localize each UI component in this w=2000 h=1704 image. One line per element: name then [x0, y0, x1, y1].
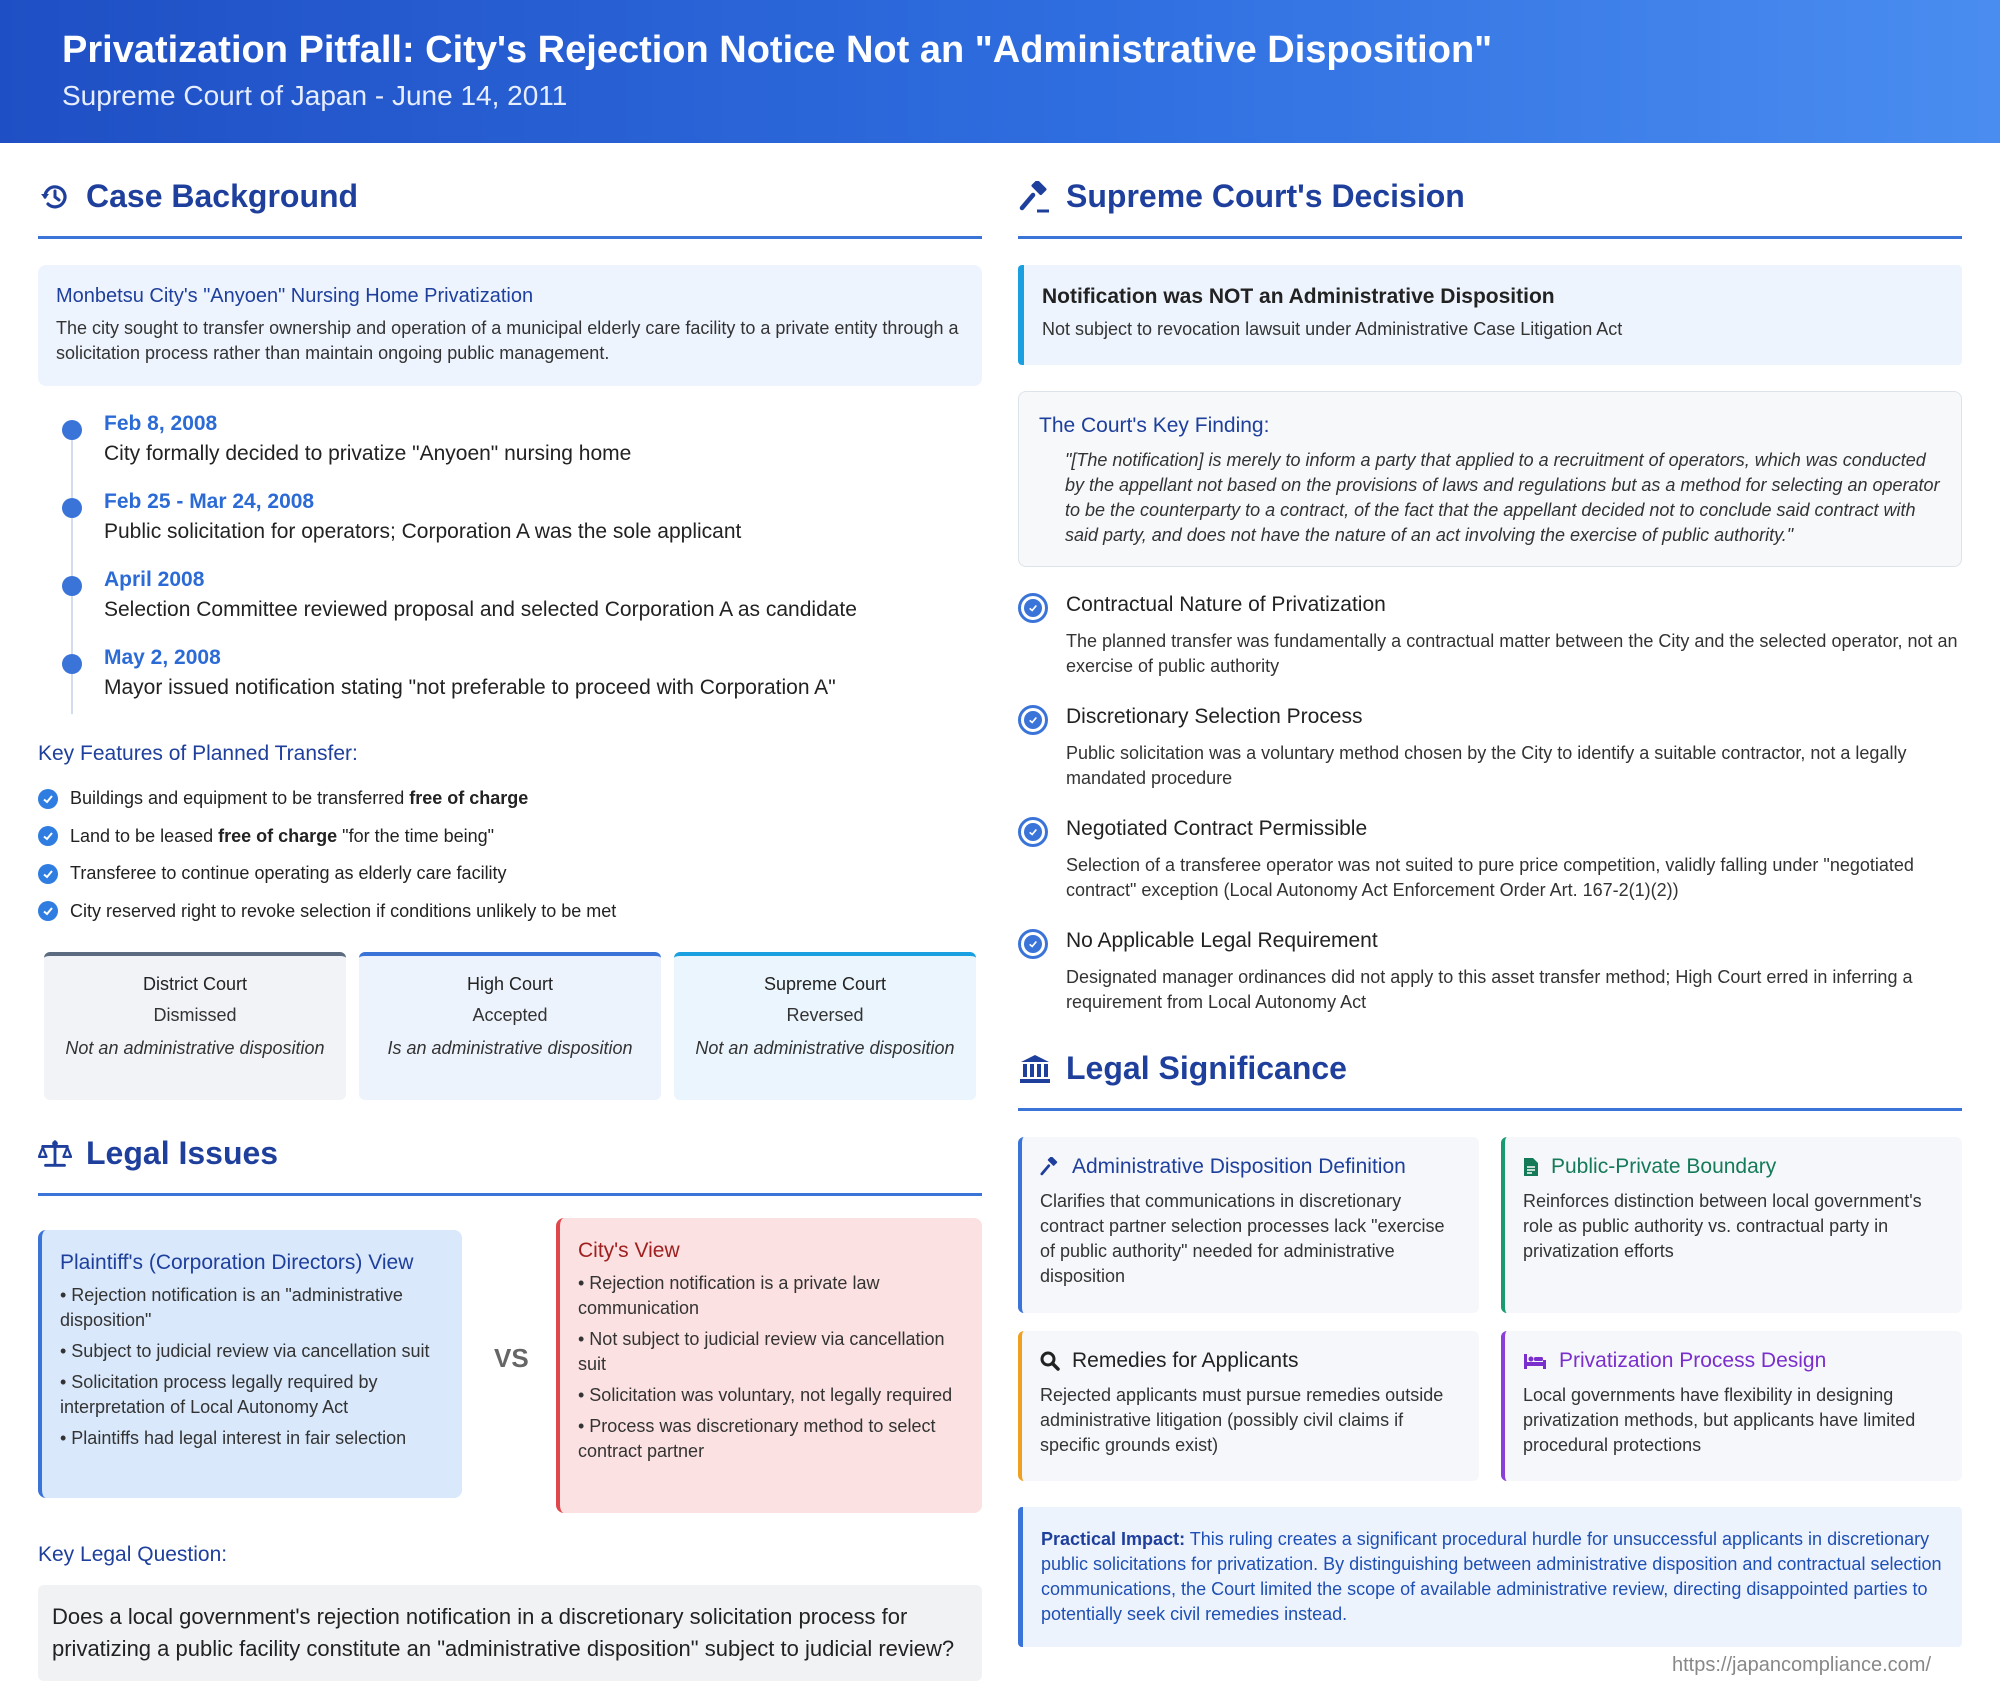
- significance-card-text: Local governments have flexibility in designing privatization methods, but applicants have limited procedural protections: [1523, 1385, 1916, 1455]
- history-icon: [38, 180, 72, 214]
- timeline-desc: Public solicitation for operators; Corporation A was the sole applicant: [104, 520, 742, 543]
- section-title: Legal Issues: [86, 1135, 279, 1171]
- court-outcomes: [38, 952, 982, 1100]
- city-point: • Not subject to judicial review via cancellation suit: [578, 1329, 945, 1374]
- holding-title: No Applicable Legal Requirement: [1066, 929, 1378, 952]
- bed-icon: [1523, 1352, 1547, 1370]
- court-holding: Is an administrative disposition: [387, 1038, 633, 1058]
- significance-card-title: Privatization Process Design: [1559, 1349, 1827, 1372]
- left-column: [38, 143, 982, 1681]
- holding-text: Selection of a transferee operator was not suited to pure price competition, validly falling under "negotiated contract" exception (Local Autonomy Act Enforcement Order Art. 167-2(1)(2)): [1066, 855, 1914, 900]
- gavel-icon: [1018, 180, 1052, 214]
- feature-item: [38, 893, 982, 931]
- decision-headline-sub: Not subject to revocation lawsuit under Administrative Case Litigation Act: [1042, 319, 1623, 339]
- institution-icon: [1018, 1052, 1052, 1086]
- timeline-date: April 2008: [104, 568, 205, 591]
- significance-card: [1501, 1331, 1962, 1481]
- court-card-supreme: [674, 952, 976, 1100]
- feature-item: [38, 818, 982, 856]
- holding-item: [1018, 929, 1962, 1015]
- feature-text-end: "for the time being": [337, 825, 495, 846]
- page-subtitle: Supreme Court of Japan - June 14, 2011: [62, 80, 568, 111]
- check-circle-icon: [38, 864, 58, 884]
- feature-text: City reserved right to revoke selection if conditions unlikely to be met: [70, 900, 617, 921]
- versus-label: VS: [494, 1343, 529, 1373]
- practical-impact-text: This ruling creates a significant procedural hurdle for unsuccessful applicants in discretionary public solicitations for privatization. By distinguishing between administrative disposition and contractual selection communications, the Court limited the scope of available administrative review, directing disappointed parties to potentially seek civil remedies instead.: [1041, 1529, 1942, 1624]
- city-view-title: City's View: [578, 1239, 680, 1262]
- significance-card-text: Rejected applicants must pursue remedies outside administrative litigation (possibly civil claims if specific grounds exist): [1040, 1385, 1444, 1455]
- feature-item: [38, 780, 982, 818]
- significance-card-text: Clarifies that communications in discretionary contract partner selection processes lack "exercise of public authority" needed for administrative disposition: [1040, 1191, 1445, 1286]
- holding-title: Negotiated Contract Permissible: [1066, 817, 1368, 840]
- holding-text: Designated manager ordinances did not apply to this asset transfer method; High Court erred in inferring a requirement from Local Autonomy Act: [1066, 967, 1913, 1012]
- court-result: Reversed: [786, 1005, 864, 1025]
- key-finding-title: The Court's Key Finding:: [1039, 414, 1270, 437]
- timeline-dot: [62, 576, 82, 596]
- right-column: [1018, 143, 1962, 1647]
- city-point: • Rejection notification is a private law communication: [578, 1273, 880, 1318]
- legal-issues-heading: [38, 1100, 982, 1196]
- timeline-date: May 2, 2008: [104, 646, 221, 669]
- background-box-text: The city sought to transfer ownership and operation of a municipal elderly care facility to a private entity through a solicitation process rather than maintain ongoing public management.: [56, 318, 959, 363]
- timeline-desc: Selection Committee reviewed proposal and selected Corporation A as candidate: [104, 598, 857, 621]
- section-title: Supreme Court's Decision: [1066, 178, 1465, 214]
- background-box-title: Monbetsu City's "Anyoen" Nursing Home Privatization: [56, 285, 534, 307]
- feature-text: Transferee to continue operating as elderly care facility: [70, 863, 507, 884]
- significance-grid: [1018, 1137, 1962, 1481]
- feature-emphasis: free of charge: [409, 788, 529, 809]
- holding-text: Public solicitation was a voluntary method chosen by the City to identify a suitable contractor, not a legally mandated procedure: [1066, 743, 1907, 788]
- significance-card: [1501, 1137, 1962, 1313]
- city-point: • Solicitation was voluntary, not legally required: [578, 1385, 953, 1405]
- features-heading: Key Features of Planned Transfer:: [38, 742, 358, 765]
- key-question-box: Does a local government's rejection notification in a discretionary solicitation process for privatizing a public facility constitute an "administrative disposition" subject to judicial review?: [38, 1585, 982, 1681]
- holding-text: The planned transfer was fundamentally a contractual matter between the City and the selected operator, not an exercise of public authority: [1066, 631, 1958, 676]
- key-finding-box: [1018, 391, 1962, 567]
- timeline-dot: [62, 498, 82, 518]
- timeline-item: [104, 566, 982, 644]
- check-circle-icon: [1018, 817, 1048, 847]
- source-url[interactable]: https://japancompliance.com/: [1672, 1654, 1932, 1676]
- features-list: [38, 780, 982, 930]
- scales-icon: [38, 1137, 72, 1171]
- timeline-date: Feb 25 - Mar 24, 2008: [104, 490, 315, 513]
- holding-item: [1018, 705, 1962, 791]
- holding-item: [1018, 593, 1962, 679]
- check-circle-icon: [38, 789, 58, 809]
- timeline-item: [104, 410, 982, 488]
- plaintiff-view-title: Plaintiff's (Corporation Directors) View: [60, 1251, 414, 1274]
- city-view-card: [556, 1218, 982, 1513]
- gavel-icon: [1040, 1157, 1060, 1177]
- court-card-high: [359, 952, 661, 1100]
- court-name: District Court: [142, 974, 247, 994]
- plaintiff-point: • Rejection notification is an "administrative disposition": [60, 1285, 403, 1330]
- significance-card-title: Administrative Disposition Definition: [1072, 1155, 1406, 1178]
- page-header: [0, 0, 2000, 143]
- significance-card: [1018, 1331, 1479, 1481]
- key-question-heading: Key Legal Question:: [38, 1543, 228, 1566]
- timeline-item: [104, 488, 982, 566]
- practical-impact-label: Practical Impact:: [1041, 1529, 1186, 1549]
- decision-headline: Notification was NOT an Administrative Disposition: [1042, 285, 1555, 308]
- holding-title: Contractual Nature of Privatization: [1066, 593, 1386, 616]
- feature-text: Land to be leased: [70, 825, 219, 846]
- significance-card-title: Remedies for Applicants: [1072, 1349, 1299, 1372]
- holding-item: [1018, 817, 1962, 903]
- court-holding: Not an administrative disposition: [695, 1038, 955, 1058]
- court-holding: Not an administrative disposition: [65, 1038, 325, 1058]
- background-summary-box: [38, 265, 982, 386]
- timeline-dot: [62, 420, 82, 440]
- check-circle-icon: [38, 826, 58, 846]
- check-circle-icon: [38, 901, 58, 921]
- timeline-dot: [62, 654, 82, 674]
- significance-card-title: Public-Private Boundary: [1551, 1155, 1777, 1178]
- timeline-desc: Mayor issued notification stating "not preferable to proceed with Corporation A": [104, 676, 836, 699]
- section-title: Legal Significance: [1066, 1050, 1347, 1086]
- plaintiff-point: • Subject to judicial review via cancellation suit: [60, 1341, 430, 1361]
- key-finding-quote: "[The notification] is merely to inform a party that applied to a recruitment of operators, which was conducted by the appellant not based on the provisions of laws and regulations but as a method for selecting an operator to be the counterparty to a contract, of the fact that the appellant decided not to conclude said contract with said party, and does not have the nature of an act involving the exercise of public authority.": [1065, 450, 1940, 545]
- case-background-heading: [38, 143, 982, 239]
- court-name: Supreme Court: [763, 974, 887, 994]
- timeline-desc: City formally decided to privatize "Anyoen" nursing home: [104, 442, 632, 465]
- competing-views: [38, 1218, 982, 1543]
- plaintiff-point: • Plaintiffs had legal interest in fair selection: [60, 1428, 407, 1448]
- court-result: Dismissed: [153, 1005, 237, 1025]
- court-card-district: [44, 952, 346, 1100]
- check-circle-icon: [1018, 705, 1048, 735]
- decision-heading: [1018, 143, 1962, 239]
- check-circle-icon: [1018, 929, 1048, 959]
- document-icon: [1523, 1157, 1539, 1177]
- section-title: Case Background: [86, 178, 359, 214]
- court-name: High Court: [466, 974, 554, 994]
- timeline-date: Feb 8, 2008: [104, 412, 218, 435]
- decision-headline-box: [1018, 265, 1962, 365]
- timeline: [38, 410, 982, 722]
- page-title: Privatization Pitfall: City's Rejection Notice Not an "Administrative Disposition": [62, 29, 1493, 71]
- search-icon: [1040, 1351, 1060, 1371]
- city-point: • Process was discretionary method to select contract partner: [578, 1416, 936, 1461]
- significance-heading: [1018, 1015, 1962, 1111]
- practical-impact-box: [1018, 1507, 1962, 1647]
- feature-item: [38, 855, 982, 893]
- feature-emphasis: free of charge: [218, 825, 338, 846]
- significance-card: [1018, 1137, 1479, 1313]
- significance-card-text: Reinforces distinction between local government's role as public authority vs. contractual party in privatization efforts: [1523, 1191, 1922, 1261]
- check-circle-icon: [1018, 593, 1048, 623]
- plaintiff-point: • Solicitation process legally required by interpretation of Local Autonomy Act: [60, 1372, 378, 1417]
- holding-title: Discretionary Selection Process: [1066, 705, 1363, 728]
- feature-text: Buildings and equipment to be transferred: [70, 788, 410, 809]
- timeline-item: [104, 644, 982, 722]
- plaintiff-view-card: [38, 1230, 462, 1498]
- court-result: Accepted: [472, 1005, 548, 1025]
